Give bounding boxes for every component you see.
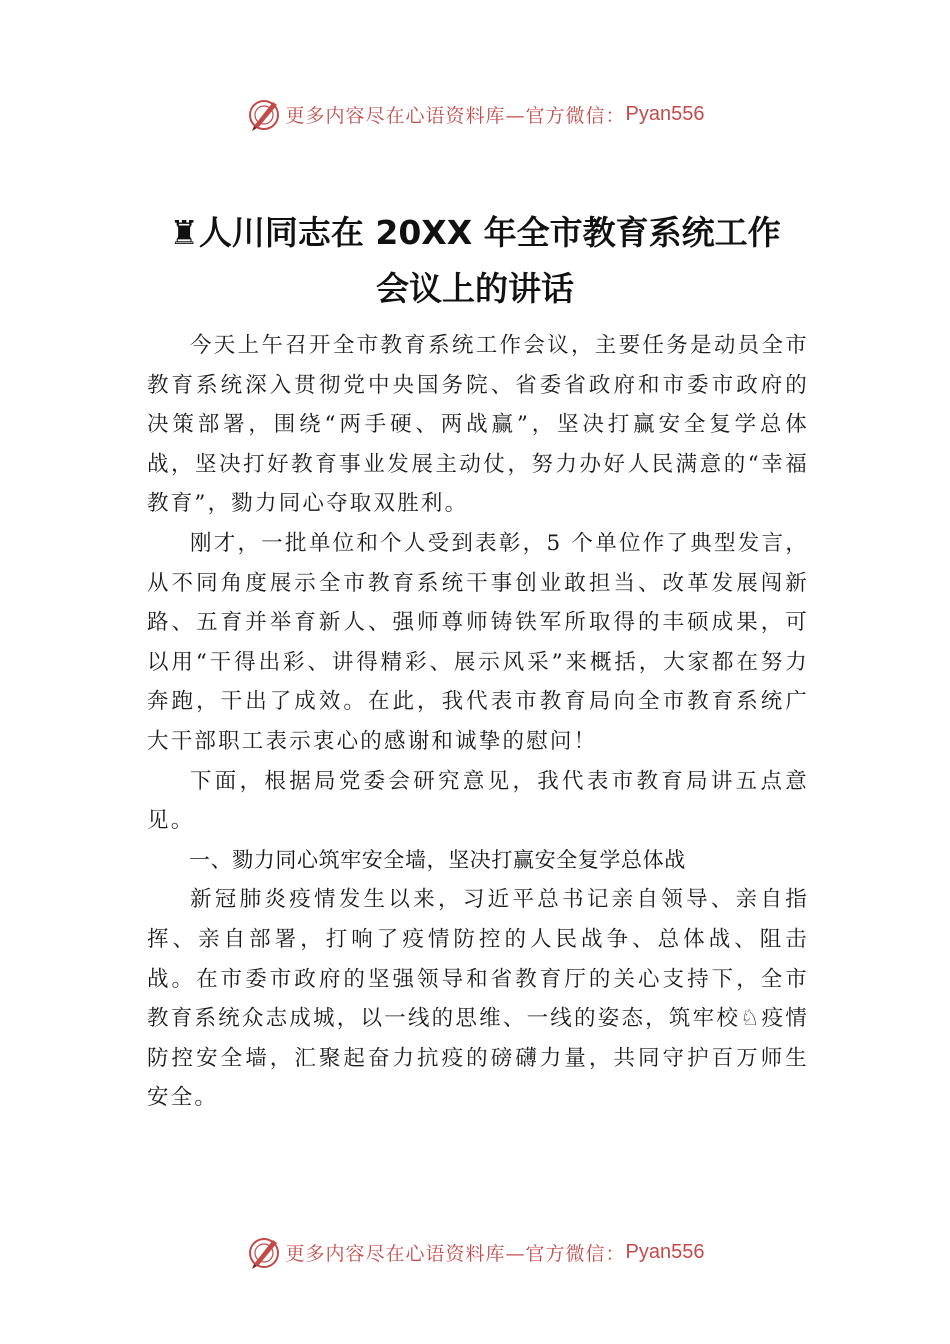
watermark-text: 更多内容尽在心语资料库—官方微信：: [285, 1242, 626, 1265]
section-heading: 一、勠力同心筑牢安全墙，坚决打赢安全复学总体战: [189, 847, 686, 872]
document-body: [147, 326, 809, 1118]
pen-seal-logo-icon: [246, 1234, 282, 1270]
title-line-2: 会议上的讲话: [376, 269, 574, 309]
watermark-footer: [0, 1232, 950, 1272]
paragraph: 下面，根据局党委会研究意见，我代表市教育局讲五点意见。: [147, 768, 809, 834]
watermark-header: [0, 94, 950, 134]
watermark-wechat-id: Pyan556: [625, 1240, 705, 1263]
paragraph: 今天上午召开全市教育系统工作会议，主要任务是动员全市教育系统深入贯彻党中央国务院、省委省政府和市委市政府的决策部署，围绕“两手硬、两战赢”，坚决打赢安全复学总体战，坚决打好教育事业发展主动仗，努力办好人民满意的“幸福教育”，勠力同心夺取双胜利。: [147, 333, 809, 517]
document-title: [100, 205, 850, 317]
title-line-1: ♜人川同志在 20XX 年全市教育系统工作: [169, 213, 781, 253]
watermark-wechat-id: Pyan556: [625, 102, 705, 125]
paragraph: 新冠肺炎疫情发生以来，习近平总书记亲自领导、亲自指挥、亲自部署，打响了疫情防控的人民战争、总体战、阻击战。在市委市政府的坚强领导和省教育厅的关心支持下，全市教育系统众志成城，以一线的思维、一线的姿态，筑牢校♘疫情防控安全墙，汇聚起奋力抗疫的磅礴力量，共同守护百万师生安全。: [147, 887, 809, 1111]
watermark-text: 更多内容尽在心语资料库—官方微信：: [285, 104, 626, 127]
pen-seal-logo-icon: [246, 96, 282, 132]
paragraph: 刚才，一批单位和个人受到表彰，5 个单位作了典型发言，从不同角度展示全市教育系统干事创业敢担当、改革发展闯新路、五育并举育新人、强师尊师铸铁军所取得的丰硕成果，可以用“干得出彩、讲得精彩、展示风采”来概括，大家都在努力奔跑，干出了成效。在此，我代表市教育局向全市教育系统广大干部职工表示衷心的感谢和诚挚的慰问！: [147, 530, 809, 754]
